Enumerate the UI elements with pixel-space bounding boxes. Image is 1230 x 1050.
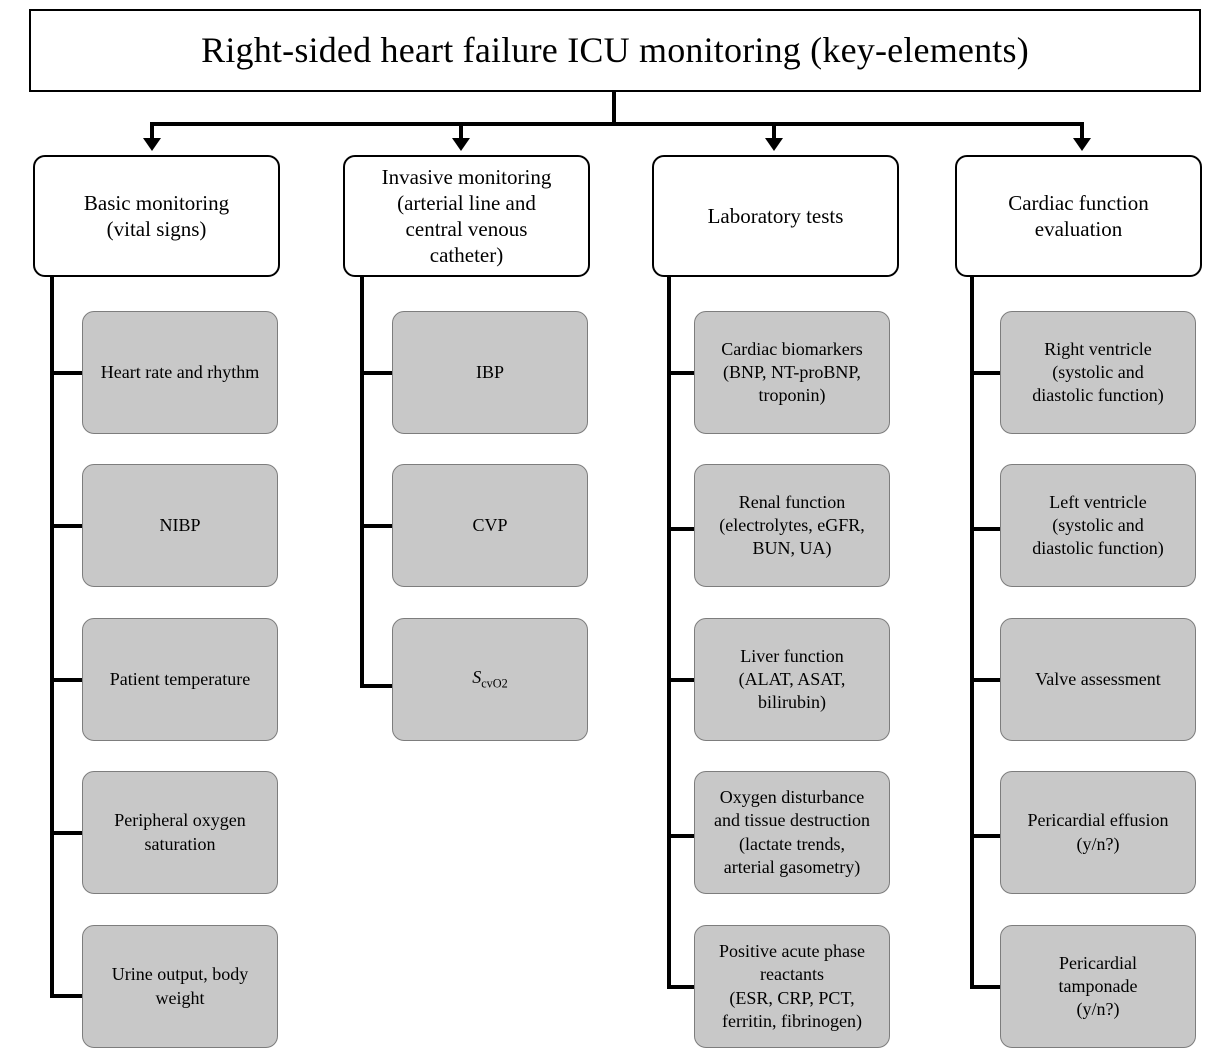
branch-col4-1 — [970, 371, 1002, 375]
branch-col3-2 — [667, 527, 696, 531]
diagram-title: Right-sided heart failure ICU monitoring (key-elements) — [201, 29, 1029, 70]
leaf-label: Valve assessment — [1035, 668, 1161, 689]
spine-col2 — [360, 277, 364, 688]
column-header-basic-monitoring-label: Basic monitoring (vital signs) — [83, 190, 230, 241]
leaf-label: Positive acute phase reactants (ESR, CRP, PCT, ferritin, fibrinogen) — [719, 941, 865, 1031]
leaf-patient-temperature[interactable] — [82, 618, 278, 741]
branch-col3-4 — [667, 834, 696, 838]
branch-col2-2 — [360, 524, 394, 528]
branch-col4-4 — [970, 834, 1002, 838]
column-header-invasive-monitoring-label: Invasive monitoring (arterial line and central venous catheter) — [381, 164, 552, 268]
leaf-label: Oxygen disturbance and tissue destruction (lactate trends, arterial gasometry) — [714, 787, 870, 877]
leaf-label: Patient temperature — [109, 668, 251, 689]
spine-col3 — [667, 277, 671, 989]
branch-col1-3 — [50, 678, 84, 682]
leaf-label: $S_{cvO2}$ — [472, 667, 508, 691]
leaf-liver-function[interactable] — [694, 618, 890, 741]
leaf-valve-assessment[interactable] — [1000, 618, 1196, 741]
branch-col2-3 — [360, 684, 394, 688]
leaf-label: Urine output, body weight — [111, 964, 249, 1008]
branch-col3-3 — [667, 678, 696, 682]
arrow-down-icon-col1 — [143, 138, 161, 151]
leaf-ibp[interactable] — [392, 311, 588, 434]
branch-col3-1 — [667, 371, 696, 375]
leaf-cvp[interactable] — [392, 464, 588, 587]
leaf-label: Pericardial tamponade (y/n?) — [1058, 952, 1138, 1020]
leaf-label: Right ventricle (systolic and diastolic function) — [1032, 338, 1164, 406]
arrow-down-icon-col4 — [1073, 138, 1091, 151]
leaf-label: Cardiac biomarkers (BNP, NT-proBNP, troponin) — [721, 338, 863, 406]
leaf-pericardial-tamponade[interactable] — [1000, 925, 1196, 1048]
leaf-positive-acute-phase-reactants[interactable] — [694, 925, 890, 1048]
leaf-label: Liver function (ALAT, ASAT, bilirubin) — [738, 645, 846, 713]
leaf-cardiac-biomarkers[interactable] — [694, 311, 890, 434]
column-header-basic-monitoring[interactable] — [33, 155, 280, 277]
leaf-label: Left ventricle (systolic and diastolic function) — [1032, 491, 1164, 559]
branch-col1-1 — [50, 371, 84, 375]
spine-col1 — [50, 277, 54, 998]
branch-col4-3 — [970, 678, 1002, 682]
branch-col1-4 — [50, 831, 84, 835]
leaf-oxygen-disturbance[interactable] — [694, 771, 890, 894]
spine-col4 — [970, 277, 974, 989]
leaf-label: Peripheral oxygen saturation — [114, 810, 246, 854]
trunk-horizontal-line — [150, 122, 1080, 126]
leaf-label: Pericardial effusion (y/n?) — [1027, 810, 1169, 854]
leaf-right-ventricle[interactable] — [1000, 311, 1196, 434]
column-header-laboratory-tests[interactable] — [652, 155, 899, 277]
arrow-down-icon-col2 — [452, 138, 470, 151]
branch-col1-2 — [50, 524, 84, 528]
arrow-down-icon-col3 — [765, 138, 783, 151]
leaf-label: IBP — [475, 361, 504, 382]
column-header-cardiac-function-evaluation[interactable] — [955, 155, 1202, 277]
branch-col4-2 — [970, 527, 1002, 531]
leaf-label: Heart rate and rhythm — [100, 361, 260, 382]
branch-col3-5 — [667, 985, 696, 989]
column-header-cardiac-function-evaluation-label: Cardiac function evaluation — [1008, 190, 1149, 241]
branch-col2-1 — [360, 371, 394, 375]
leaf-urine-output-body-weight[interactable] — [82, 925, 278, 1048]
branch-col4-5 — [970, 985, 1002, 989]
trunk-vertical-line — [612, 92, 616, 124]
leaf-nibp[interactable] — [82, 464, 278, 587]
leaf-left-ventricle[interactable] — [1000, 464, 1196, 587]
leaf-renal-function[interactable] — [694, 464, 890, 587]
leaf-label: NIBP — [159, 514, 201, 535]
branch-col1-5 — [50, 994, 84, 998]
column-header-invasive-monitoring[interactable] — [343, 155, 590, 277]
column-header-laboratory-tests-label: Laboratory tests — [707, 203, 844, 228]
diagram-title-box — [29, 9, 1201, 92]
leaf-heart-rate-and-rhythm[interactable] — [82, 311, 278, 434]
leaf-peripheral-oxygen-saturation[interactable] — [82, 771, 278, 894]
leaf-label: Renal function (electrolytes, eGFR, BUN, UA) — [719, 491, 865, 559]
leaf-pericardial-effusion[interactable] — [1000, 771, 1196, 894]
leaf-scvo2[interactable] — [392, 618, 588, 741]
leaf-label: CVP — [472, 514, 508, 535]
